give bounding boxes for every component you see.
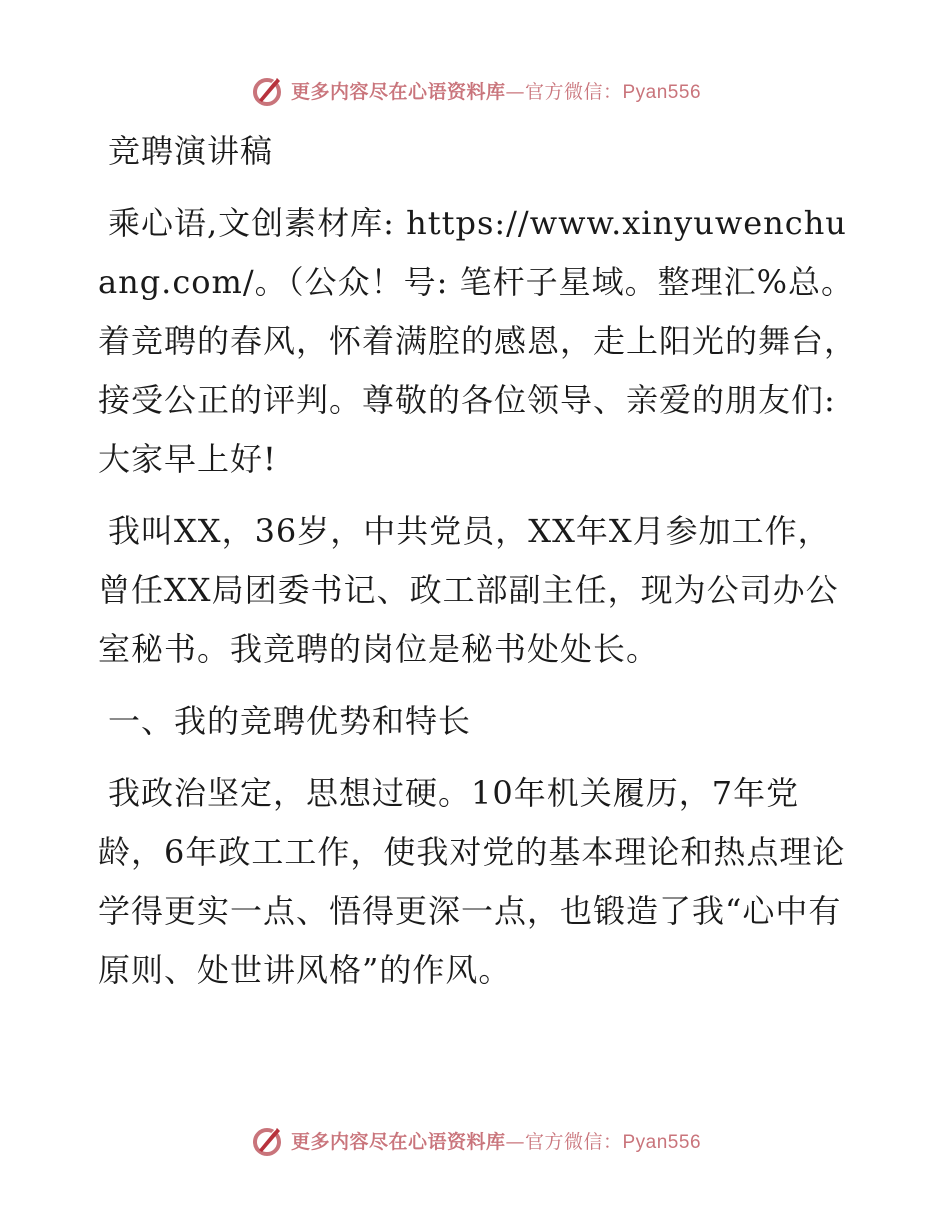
banner-text: 更多内容尽在心语资料库—官方微信：Pyan556 bbox=[290, 1130, 702, 1153]
quill-pen-circle-icon bbox=[249, 72, 285, 108]
paragraph-intro: 乘心语,文创素材库: https://www.xinyuwenchuang.com/。（公众！号: 笔杆子星域。整理汇%总。着竞聘的春风，怀着满腔的感恩，走上阳光的舞台，接受公正的评判。尊敬的各位领导、亲爱的朋友们: 大家早上好! bbox=[98, 204, 858, 478]
section-heading: 一、我的竞聘优势和特长 bbox=[108, 702, 472, 740]
document-title: 竞聘演讲稿 bbox=[108, 132, 274, 170]
banner-text: 更多内容尽在心语资料库—官方微信：Pyan556 bbox=[290, 80, 702, 103]
document-body bbox=[98, 122, 858, 1013]
header-watermark-banner bbox=[0, 68, 950, 112]
footer-watermark-banner bbox=[0, 1118, 950, 1162]
quill-pen-circle-icon bbox=[249, 1122, 285, 1158]
paragraph-political-strength: 我政治坚定，思想过硬。10年机关履历，7年党龄，6年政工工作，使我对党的基本理论和热点理论学得更实一点、悟得更深一点，也锻造了我“心中有原则、处世讲风格”的作风。 bbox=[98, 774, 846, 989]
paragraph-self-introduction: 我叫XX，36岁，中共党员，XX年X月参加工作，曾任XX局团委书记、政工部副主任，现为公司办公室秘书。我竞聘的岗位是秘书处处长。 bbox=[98, 512, 839, 668]
